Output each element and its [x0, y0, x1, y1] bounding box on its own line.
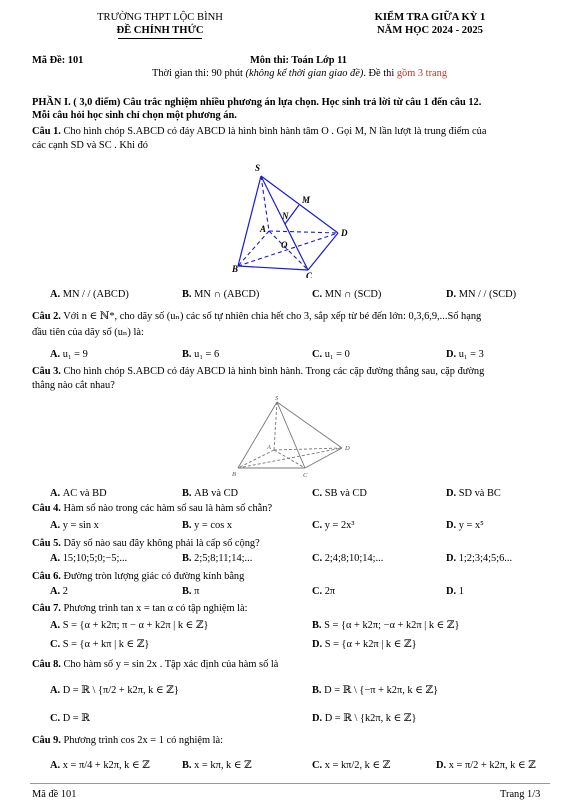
q2-option-c[interactable]: [312, 348, 350, 361]
q4-option-b[interactable]: [182, 519, 232, 532]
option-text: 1: [458, 586, 464, 597]
q7-option-b[interactable]: [312, 619, 460, 632]
question-2-line2: đầu tiên của dãy số (uₙ) là:: [32, 327, 144, 338]
question-text: Dãy số nào sau đây không phải là cấp số cộng?: [63, 538, 260, 549]
page-number: Trang 1/3: [500, 789, 541, 800]
option-text: D = ℝ \ {−π + k2π, k ∈ ℤ}: [324, 685, 439, 696]
label-d: D: [341, 228, 348, 238]
option-letter: A.: [50, 586, 63, 597]
option-letter: C.: [312, 553, 325, 564]
time-main: Thời gian thi: 90 phút: [152, 68, 246, 79]
q6-option-b[interactable]: [182, 585, 199, 598]
q1-option-c[interactable]: [312, 288, 381, 301]
footer-code: Mã đề 101: [32, 789, 77, 800]
q3-option-c[interactable]: [312, 487, 367, 500]
option-letter: B.: [312, 685, 325, 696]
edge-sb: [238, 402, 277, 468]
diag-bd: [238, 448, 342, 468]
question-label: Câu 7.: [32, 603, 61, 614]
section-subtitle: Mỗi câu hỏi học sinh chỉ chọn một phương án.: [32, 110, 237, 121]
question-label: Câu 8.: [32, 659, 61, 670]
q2-option-b[interactable]: [182, 348, 219, 361]
option-text: u₁ = 6: [194, 349, 220, 360]
option-letter: A.: [50, 520, 63, 531]
option-text: 15;10;5;0;−5;...: [62, 553, 128, 564]
option-text: 2;4;8;10;14;...: [324, 553, 384, 564]
label-a: A: [260, 224, 267, 234]
q6-option-a[interactable]: [50, 585, 68, 598]
option-text: D = ℝ \ {π/2 + k2π, k ∈ ℤ}: [62, 685, 179, 696]
label-s: S: [255, 163, 261, 173]
q1-option-a[interactable]: [50, 288, 129, 301]
question-5: [32, 537, 260, 550]
option-letter: C.: [50, 713, 63, 724]
option-text: AC và BD: [62, 488, 107, 499]
option-letter: B.: [182, 520, 195, 531]
pyramid-figure-2: [228, 394, 358, 484]
q7-option-a[interactable]: [50, 619, 209, 632]
section-title: PHẦN I. ( 3,0 điểm) Câu trắc nghiệm nhiều phương án lựa chọn. Học sinh trả lời từ câu 1 đến câu 12.: [32, 97, 482, 108]
option-text: S = {α + k2π; π − α + k2π | k ∈ ℤ}: [62, 620, 209, 631]
option-text: MN / / (ABCD): [62, 289, 129, 300]
option-text: 2;5;8;11;14;...: [194, 553, 253, 564]
option-letter: B.: [182, 488, 195, 499]
question-6: [32, 570, 244, 583]
label-s: S: [275, 395, 279, 402]
exam-code: Mã Đề: 101: [32, 55, 84, 66]
footer-rule: [30, 783, 550, 784]
edge-sa: [274, 402, 277, 450]
option-letter: D.: [436, 760, 449, 771]
option-text: y = sin x: [62, 520, 99, 531]
question-text: Với n ∈ ℕ*, cho dãy số (uₙ) các số tự nhiên chia hết cho 3, sắp xếp từ bé đến lớn: 0,3,6,9,...Số hạng: [63, 311, 482, 322]
question-label: Câu 6.: [32, 571, 61, 582]
option-text: 2π: [324, 586, 336, 597]
option-text: u₁ = 0: [324, 349, 350, 360]
time-info: [152, 67, 447, 80]
diag-ac: [274, 450, 305, 468]
option-letter: C.: [312, 520, 325, 531]
question-8: [32, 658, 278, 671]
option-letter: B.: [182, 586, 195, 597]
label-c: C: [306, 271, 313, 278]
option-letter: A.: [50, 685, 63, 696]
question-4: [32, 502, 272, 515]
option-letter: D.: [446, 349, 459, 360]
option-letter: C.: [312, 586, 325, 597]
question-text: Phương trình tan x = tan α có tập nghiệm là:: [63, 603, 248, 614]
q2-option-d[interactable]: [446, 348, 484, 361]
option-text: u₁ = 9: [62, 349, 88, 360]
option-letter: B.: [182, 553, 195, 564]
question-1-line2: các cạnh SD và SC . Khi đó: [32, 140, 149, 151]
q2-option-a[interactable]: [50, 348, 88, 361]
question-text: Đường tròn lượng giác có đường kính bằng: [63, 571, 245, 582]
option-letter: A.: [50, 760, 63, 771]
option-text: D = ℝ \ {k2π, k ∈ ℤ}: [324, 713, 417, 724]
option-text: 2: [62, 586, 68, 597]
edge-cd: [305, 448, 342, 468]
q4-option-d[interactable]: [446, 519, 484, 532]
label-b: B: [232, 471, 236, 478]
label-c: C: [303, 472, 308, 479]
edge-ad: [269, 231, 338, 233]
option-text: x = π/2 + k2π, k ∈ ℤ: [448, 760, 536, 771]
school-name: TRƯỜNG THPT LỘC BÌNH: [97, 12, 223, 23]
q9-option-d[interactable]: [436, 759, 536, 772]
question-label: Câu 4.: [32, 503, 61, 514]
option-letter: C.: [50, 639, 63, 650]
option-letter: A.: [50, 488, 63, 499]
official-underline: [118, 38, 202, 39]
diag-ac: [269, 231, 308, 270]
option-letter: D.: [446, 586, 459, 597]
option-letter: D.: [312, 713, 325, 724]
option-text: SD và BC: [458, 488, 501, 499]
option-text: MN / / (SCD): [458, 289, 517, 300]
time-pages: . Đề thi: [363, 68, 397, 79]
question-label: Câu 5.: [32, 538, 61, 549]
question-label: Câu 2.: [32, 311, 61, 322]
exam-title: KIỂM TRA GIỮA KỲ 1: [374, 12, 486, 23]
option-text: S = {α + k2π | k ∈ ℤ}: [324, 639, 417, 650]
school-year: NĂM HỌC 2024 - 2025: [377, 25, 483, 36]
option-text: u₁ = 3: [458, 349, 484, 360]
option-text: MN ∩ (ABCD): [194, 289, 260, 300]
option-text: S = {α + k2π; −α + k2π | k ∈ ℤ}: [324, 620, 460, 631]
question-label: Câu 1.: [32, 126, 61, 137]
q8-option-c[interactable]: [50, 712, 90, 725]
question-text: Cho hàm số y = sin 2x . Tập xác định của hàm số là: [63, 659, 279, 670]
option-text: SB và CD: [324, 488, 367, 499]
option-letter: B.: [182, 760, 195, 771]
question-1: [32, 125, 486, 138]
option-letter: A.: [50, 553, 63, 564]
label-d: D: [345, 445, 350, 452]
q8-option-b[interactable]: [312, 684, 438, 697]
option-text: AB và CD: [194, 488, 239, 499]
q7-option-d[interactable]: [312, 638, 417, 651]
option-letter: D.: [446, 553, 459, 564]
option-letter: D.: [446, 289, 459, 300]
page-count: gồm 3 trang: [396, 68, 448, 79]
question-text: Phương trình cos 2x = 1 có nghiệm là:: [63, 735, 224, 746]
option-text: x = π/4 + k2π, k ∈ ℤ: [62, 760, 150, 771]
edge-cd: [308, 233, 338, 270]
q1-option-b[interactable]: [182, 288, 259, 301]
q6-option-c[interactable]: [312, 585, 335, 598]
option-letter: C.: [312, 349, 325, 360]
official-label: ĐỀ CHÍNH THỨC: [116, 25, 204, 36]
option-letter: B.: [312, 620, 325, 631]
option-text: y = 2x³: [324, 520, 355, 531]
question-label: Câu 9.: [32, 735, 61, 746]
option-letter: B.: [182, 349, 195, 360]
question-9: [32, 734, 223, 747]
q6-option-d[interactable]: [446, 585, 464, 598]
option-letter: B.: [182, 289, 195, 300]
edge-sd: [261, 176, 338, 233]
q3-option-a[interactable]: [50, 487, 107, 500]
option-text: y = cos x: [194, 520, 233, 531]
question-3-line2: thẳng nào cắt nhau?: [32, 380, 115, 391]
label-n: N: [282, 211, 289, 221]
pyramid-figure-1: [224, 158, 364, 278]
option-letter: A.: [50, 289, 63, 300]
option-letter: A.: [50, 620, 63, 631]
q8-option-d[interactable]: [312, 712, 416, 725]
q5-option-b[interactable]: [182, 552, 252, 565]
label-b: B: [232, 264, 239, 274]
option-text: D = ℝ: [62, 713, 90, 724]
question-3: [32, 365, 484, 378]
q3-option-b[interactable]: [182, 487, 238, 500]
question-text: Cho hình chóp S.ABCD có đáy ABCD là hình bình hành. Trong các cặp đường thẳng sau, cặp đường: [63, 366, 485, 377]
q3-option-d[interactable]: [446, 487, 501, 500]
option-letter: C.: [312, 760, 325, 771]
q5-option-c[interactable]: [312, 552, 383, 565]
option-letter: A.: [50, 349, 63, 360]
option-letter: C.: [312, 488, 325, 499]
label-m: M: [302, 195, 311, 205]
edge-bc: [238, 266, 308, 270]
question-7: [32, 602, 248, 615]
q5-option-d[interactable]: [446, 552, 512, 565]
option-text: MN ∩ (SCD): [324, 289, 382, 300]
q7-option-c[interactable]: [50, 638, 149, 651]
subject: Môn thi: Toán Lớp 11: [250, 55, 347, 66]
q4-option-c[interactable]: [312, 519, 354, 532]
q9-option-c[interactable]: [312, 759, 390, 772]
option-text: x = kπ/2, k ∈ ℤ: [324, 760, 391, 771]
question-text: Hàm số nào trong các hàm số sau là hàm số chẵn?: [63, 503, 273, 514]
q5-option-a[interactable]: [50, 552, 127, 565]
label-o: O: [281, 240, 288, 250]
option-text: x = kπ, k ∈ ℤ: [194, 760, 252, 771]
option-letter: D.: [446, 488, 459, 499]
option-text: y = x⁵: [458, 520, 484, 531]
option-letter: D.: [312, 639, 325, 650]
label-a: A: [267, 444, 271, 451]
option-text: S = {α + kπ | k ∈ ℤ}: [62, 639, 150, 650]
q4-option-a[interactable]: [50, 519, 99, 532]
question-2: [32, 310, 481, 323]
q8-option-a[interactable]: [50, 684, 179, 697]
option-text: 1;2;3;4;5;6...: [458, 553, 513, 564]
q9-option-a[interactable]: [50, 759, 150, 772]
question-label: Câu 3.: [32, 366, 61, 377]
option-letter: D.: [446, 520, 459, 531]
option-text: π: [194, 586, 200, 597]
q1-option-d[interactable]: [446, 288, 516, 301]
q9-option-b[interactable]: [182, 759, 252, 772]
time-note: (không kể thời gian giao đề): [245, 68, 364, 79]
question-text: Cho hình chóp S.ABCD có đáy ABCD là hình bình hành tâm O . Gọi M, N lần lượt là trung điểm của: [63, 126, 487, 137]
option-letter: C.: [312, 289, 325, 300]
